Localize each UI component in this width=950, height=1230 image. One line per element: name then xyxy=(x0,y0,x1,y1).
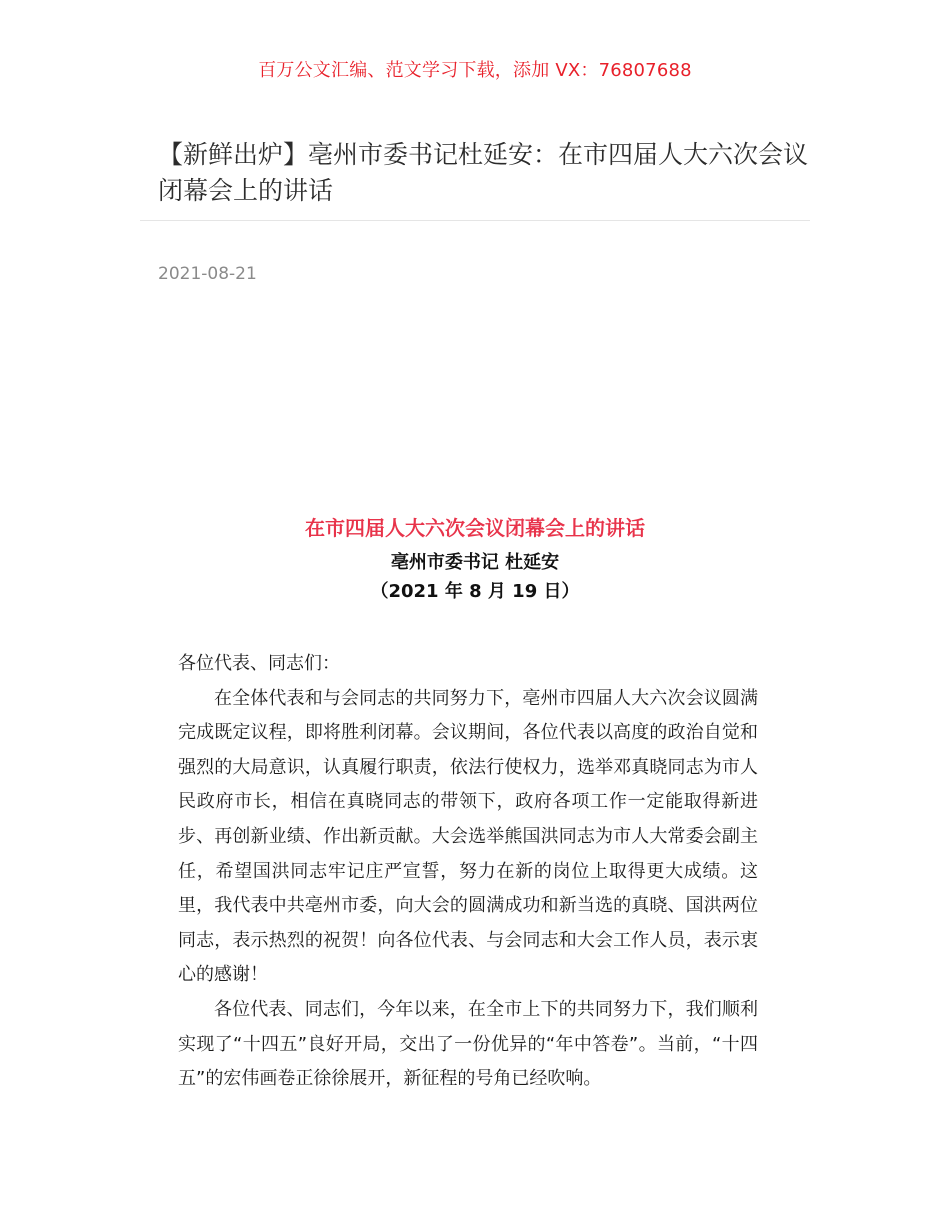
speech-heading: 在市四届人大六次会议闭幕会上的讲话 xyxy=(305,516,645,540)
promo-banner: 百万公文汇编、范文学习下载，添加 VX：76807688 xyxy=(258,60,692,81)
salutation: 各位代表、同志们： xyxy=(178,653,340,674)
paragraph: 在全体代表和与会同志的共同努力下，亳州市四届人大六次会议圆满完成既定议程，即将胜利闭幕。会议期间，各位代表以高度的政治自觉和强烈的大局意识，认真履行职责，依法行使权力，选举邓真晓同志为市人民政府市长，相信在真晓同志的带领下，政府各项工作一定能取得新进步、再创新业绩、作出新贡献。大会选举熊国洪同志为市人大常委会副主任，希望国洪同志牢记庄严宣誓，努力在新的岗位上取得更大成绩。这里，我代表中共亳州市委，向大会的圆满成功和新当选的真晓、国洪两位同志，表示热烈的祝贺！向各位代表、与会同志和大会工作人员，表示衷心的感谢！ xyxy=(178,687,758,986)
speech-date: （2021 年 8 月 19 日） xyxy=(370,581,580,602)
speech-body xyxy=(178,647,758,1097)
paragraph: 各位代表、同志们，今年以来，在全市上下的共同努力下，我们顺利实现了“十四五”良好开局，交出了一份优异的“年中答卷”。当前，“十四五”的宏伟画卷正徐徐展开，新征程的号角已经吹响。 xyxy=(178,998,758,1090)
speech-author: 亳州市委书记 杜延安 xyxy=(390,552,560,573)
article-title: 【新鲜出炉】亳州市委书记杜延安：在市四届人大六次会议闭幕会上的讲话 xyxy=(158,140,809,205)
publish-date: 2021-08-21 xyxy=(158,264,257,284)
title-divider xyxy=(140,220,810,221)
